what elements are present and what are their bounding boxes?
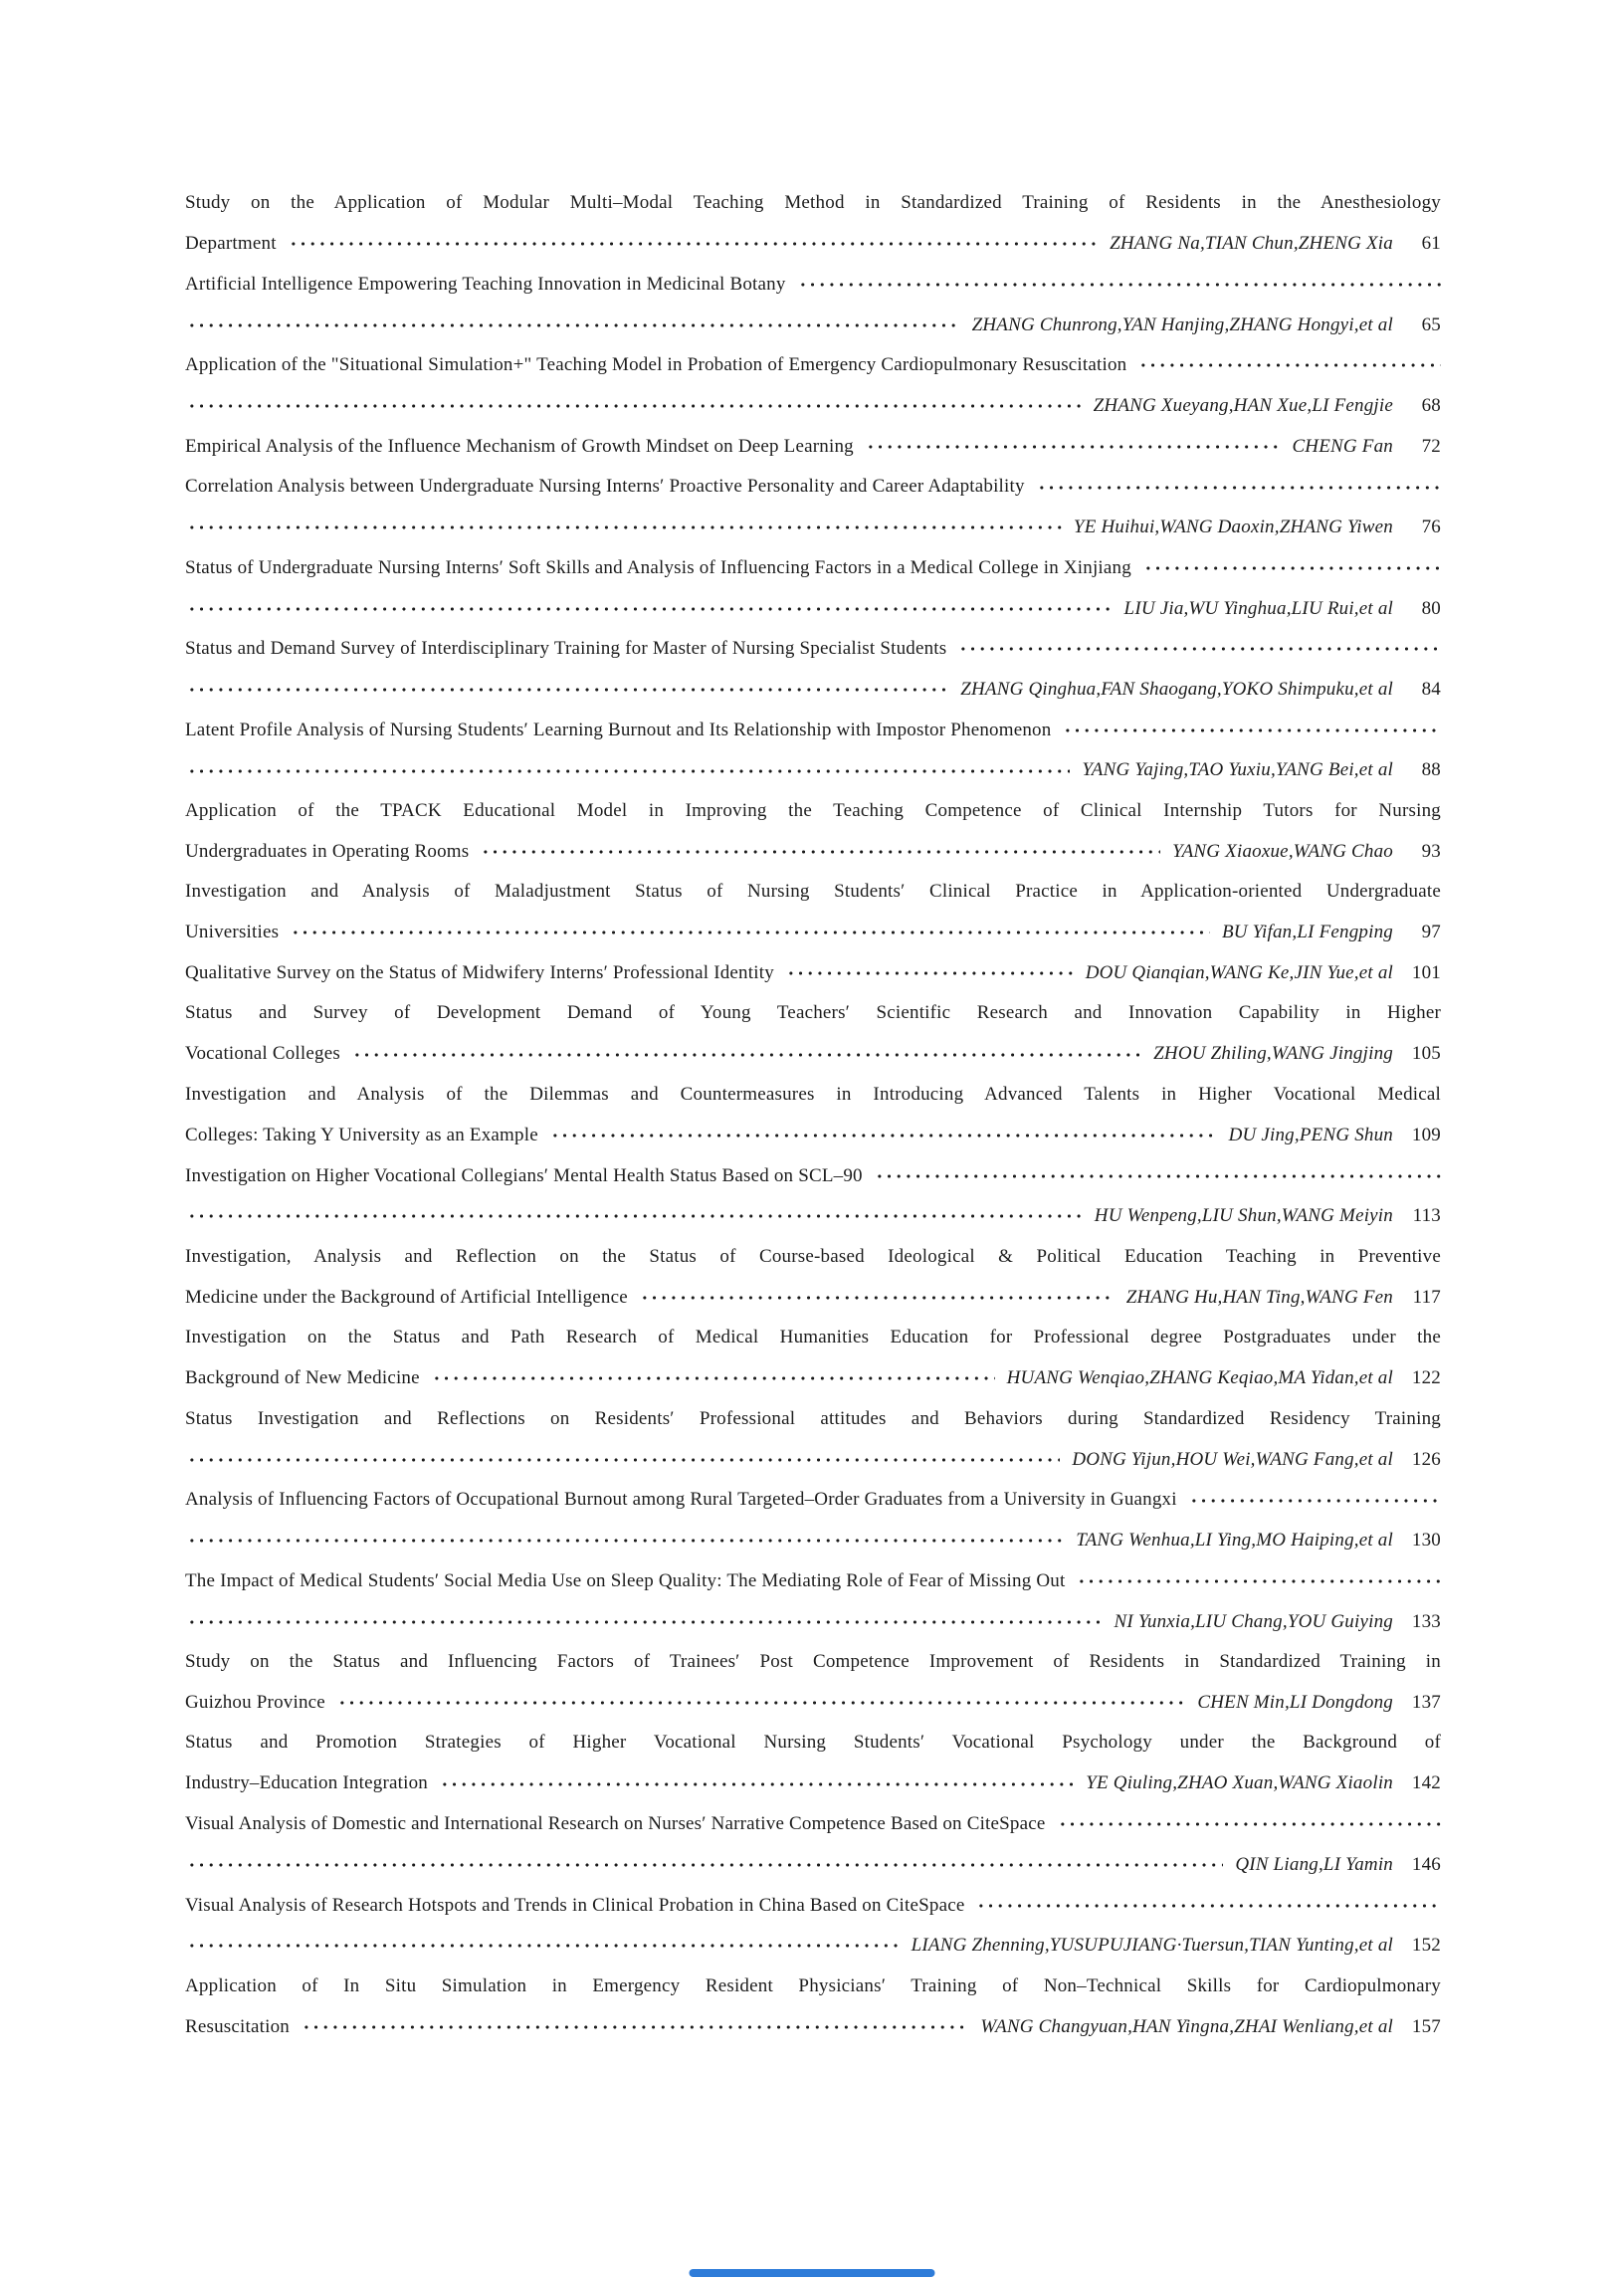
dot-leader <box>337 1683 1185 1724</box>
entry-title: Status and Survey of Development Demand of Young Teachers′ Scientific Research and Innovation Capability in Higher <box>185 1002 1441 1024</box>
entry-page-number: 122 <box>1411 1367 1441 1389</box>
toc-entry-line <box>185 1885 1441 1926</box>
dot-leader <box>640 1277 1115 1318</box>
dot-leader <box>1138 345 1441 386</box>
bottom-accent-bar <box>690 2269 935 2277</box>
entry-page-number: 93 <box>1421 840 1441 862</box>
dot-leader <box>187 588 1113 629</box>
entry-title: Guizhou Province <box>185 1691 325 1713</box>
toc-entry-line <box>185 1155 1441 1196</box>
entry-page-number: 72 <box>1421 435 1441 457</box>
entry-authors: YANG Yajing,TAO Yuxiu,YANG Bei,et al <box>1082 759 1393 781</box>
toc-entry-line <box>185 305 1441 345</box>
entry-title: Undergraduates in Operating Rooms <box>185 840 470 862</box>
entry-page-number: 76 <box>1421 517 1441 538</box>
entry-authors: WANG Changyuan,HAN Yingna,ZHAI Wenliang,et al <box>980 2015 1393 2037</box>
entry-title: Correlation Analysis between Undergraduate Nursing Interns′ Proactive Personality and Career Adaptability <box>185 476 1025 498</box>
dot-leader <box>187 1196 1083 1237</box>
entry-authors: HU Wenpeng,LIU Shun,WANG Meiyin <box>1094 1205 1393 1227</box>
toc-entry-line <box>185 508 1441 548</box>
entry-title: Application of In Situ Simulation in Emergency Resident Physicians′ Training of Non–Technical Skills for Cardiopulmonary <box>185 1974 1441 1996</box>
entry-title: Universities <box>185 922 280 943</box>
entry-title: Study on the Status and Influencing Factors of Trainees′ Post Competence Improvement of Residents in Standardized Training in <box>185 1650 1441 1672</box>
entry-title: Industry–Education Integration <box>185 1772 428 1794</box>
toc-entry-line <box>185 467 1441 508</box>
dot-leader <box>1189 1480 1441 1521</box>
entry-title: Status Investigation and Reflections on Residents′ Professional attitudes and Behaviors during Standardized Residency Training <box>185 1407 1441 1429</box>
toc-entry-line <box>185 1601 1441 1642</box>
toc-entry-line <box>185 1318 1441 1358</box>
toc-entry-line <box>185 547 1441 588</box>
entry-title: Empirical Analysis of the Influence Mechanism of Growth Mindset on Deep Learning <box>185 435 854 457</box>
toc-entry-line <box>185 1723 1441 1763</box>
entry-title: Vocational Colleges <box>185 1043 340 1065</box>
entry-title: Colleges: Taking Y University as an Example <box>185 1124 538 1145</box>
entry-title: Status of Undergraduate Nursing Interns′ Soft Skills and Analysis of Influencing Factors in a Medical College in Xinjiang <box>185 556 1131 578</box>
entry-page-number: 65 <box>1421 313 1441 335</box>
toc-entry-line <box>185 1075 1441 1116</box>
toc-entry-line <box>185 1196 1441 1237</box>
dot-leader <box>875 1155 1441 1196</box>
dot-leader <box>432 1358 995 1399</box>
entry-authors: NI Yunxia,LIU Chang,YOU Guiying <box>1114 1610 1393 1632</box>
toc-entry-line <box>185 588 1441 629</box>
toc-entry-line <box>185 426 1441 467</box>
toc-entry-line <box>185 264 1441 305</box>
entry-title: Investigation on the Status and Path Research of Medical Humanities Education for Professional degree Postgraduates under the <box>185 1327 1441 1348</box>
entry-title: Artificial Intelligence Empowering Teaching Innovation in Medicinal Botany <box>185 273 786 295</box>
entry-page-number: 157 <box>1411 2015 1441 2037</box>
entry-title: Investigation on Higher Vocational Collegians′ Mental Health Status Based on SCL–90 <box>185 1164 863 1186</box>
toc-entry-line <box>185 1237 1441 1278</box>
entry-authors: CHENG Fan <box>1292 435 1393 457</box>
entry-authors: LIU Jia,WU Yinghua,LIU Rui,et al <box>1123 597 1393 619</box>
dot-leader <box>302 2006 968 2047</box>
dot-leader <box>291 913 1210 953</box>
entry-title: Medicine under the Background of Artificial Intelligence <box>185 1286 628 1308</box>
toc-entry-line <box>185 183 1441 224</box>
toc-entry-line <box>185 1844 1441 1885</box>
entry-authors: ZHANG Hu,HAN Ting,WANG Fen <box>1125 1286 1393 1308</box>
toc-entry-line <box>185 1439 1441 1480</box>
entry-page-number: 152 <box>1411 1935 1441 1957</box>
toc-entry-line <box>185 993 1441 1034</box>
entry-authors: YE Huihui,WANG Daoxin,ZHANG Yiwen <box>1073 517 1393 538</box>
dot-leader <box>481 832 1160 873</box>
entry-page-number: 146 <box>1411 1853 1441 1875</box>
entry-title: Resuscitation <box>185 2015 290 2037</box>
entry-title: Analysis of Influencing Factors of Occupational Burnout among Rural Targeted–Order Graduates from a University in Guangxi <box>185 1489 1177 1511</box>
toc-entry-line <box>185 750 1441 791</box>
entry-title: Study on the Application of Modular Multi–Modal Teaching Method in Standardized Training of Residents in the Anesthesiology <box>185 192 1441 213</box>
dot-leader <box>958 629 1441 670</box>
entry-page-number: 142 <box>1411 1772 1441 1794</box>
entry-page-number: 101 <box>1411 962 1441 984</box>
dot-leader <box>187 1601 1103 1642</box>
entry-page-number: 105 <box>1411 1043 1441 1065</box>
entry-authors: YE Qiuling,ZHAO Xuan,WANG Xiaolin <box>1086 1772 1393 1794</box>
entry-authors: CHEN Min,LI Dongdong <box>1197 1691 1393 1713</box>
entry-title: Background of New Medicine <box>185 1367 420 1389</box>
entry-authors: LIANG Zhenning,YUSUPUJIANG·Tuersun,TIAN Yunting,et al <box>911 1935 1393 1957</box>
dot-leader <box>187 386 1082 427</box>
entry-page-number: 84 <box>1421 678 1441 700</box>
entry-title: Visual Analysis of Domestic and International Research on Nurses′ Narrative Competence Based on CiteSpace <box>185 1813 1046 1835</box>
dot-leader <box>187 750 1070 791</box>
entry-title: Investigation and Analysis of the Dilemmas and Countermeasures in Introducing Advanced Talents in Higher Vocational Medical <box>185 1083 1441 1105</box>
toc-entry-line <box>185 2006 1441 2047</box>
toc-entry-line <box>185 1480 1441 1521</box>
toc-entry-line <box>185 1277 1441 1318</box>
entry-title: Application of the TPACK Educational Model in Improving the Teaching Competence of Clinical Internship Tutors for Nursing <box>185 799 1441 821</box>
entry-authors: ZHANG Chunrong,YAN Hanjing,ZHANG Hongyi,et al <box>971 313 1393 335</box>
toc-entry-line <box>185 872 1441 913</box>
dot-leader <box>289 224 1098 265</box>
entry-page-number: 113 <box>1412 1205 1441 1227</box>
toc-entry-line <box>185 345 1441 386</box>
entry-page-number: 117 <box>1412 1286 1441 1308</box>
entry-title: Application of the "Situational Simulation+" Teaching Model in Probation of Emergency Cardiopulmonary Resuscitation <box>185 354 1127 376</box>
entry-authors: ZHANG Xueyang,HAN Xue,LI Fengjie <box>1093 394 1393 416</box>
dot-leader <box>786 953 1074 994</box>
entry-page-number: 61 <box>1421 233 1441 255</box>
entry-title: Department <box>185 233 277 255</box>
dot-leader <box>798 264 1441 305</box>
toc-entry-line <box>185 1399 1441 1440</box>
toc-entry-line <box>185 1804 1441 1845</box>
entry-title: Status and Demand Survey of Interdisciplinary Training for Master of Nursing Specialist Students <box>185 638 947 660</box>
toc-entry-line <box>185 670 1441 711</box>
entry-page-number: 137 <box>1411 1691 1441 1713</box>
toc-entry-line <box>185 1683 1441 1724</box>
toc-entry-line <box>185 1967 1441 2007</box>
dot-leader <box>866 426 1281 467</box>
dot-leader <box>187 305 960 345</box>
entry-title: Latent Profile Analysis of Nursing Students′ Learning Burnout and Its Relationship with Impostor Phenomenon <box>185 719 1052 740</box>
dot-leader <box>550 1116 1217 1156</box>
dot-leader <box>1037 467 1441 508</box>
toc-entry-line <box>185 791 1441 832</box>
entry-authors: BU Yifan,LI Fengping <box>1221 922 1393 943</box>
entry-authors: TANG Wenhua,LI Ying,MO Haiping,et al <box>1076 1530 1393 1552</box>
toc-entry-line <box>185 1521 1441 1561</box>
entry-authors: YANG Xiaoxue,WANG Chao <box>1172 840 1393 862</box>
toc-entry-line <box>185 1926 1441 1967</box>
toc-entry-line <box>185 1358 1441 1399</box>
dot-leader <box>976 1885 1441 1926</box>
toc-entry-line <box>185 629 1441 670</box>
entry-authors: HUANG Wenqiao,ZHANG Keqiao,MA Yidan,et al <box>1006 1367 1393 1389</box>
dot-leader <box>187 1926 900 1967</box>
dot-leader <box>187 508 1062 548</box>
dot-leader <box>187 670 948 711</box>
entry-authors: DONG Yijun,HOU Wei,WANG Fang,et al <box>1072 1448 1393 1470</box>
entry-page-number: 68 <box>1421 394 1441 416</box>
dot-leader <box>1058 1804 1441 1845</box>
toc-entry-line <box>185 386 1441 427</box>
toc-entry-line <box>185 1763 1441 1804</box>
toc-entry-line <box>185 913 1441 953</box>
dot-leader <box>1143 547 1441 588</box>
toc-entry-line <box>185 1034 1441 1075</box>
entry-page-number: 80 <box>1421 597 1441 619</box>
toc-entry-line <box>185 832 1441 873</box>
entry-page-number: 133 <box>1411 1610 1441 1632</box>
dot-leader <box>352 1034 1141 1075</box>
dot-leader <box>187 1844 1223 1885</box>
dot-leader <box>187 1439 1060 1480</box>
toc-list <box>185 183 1441 2047</box>
entry-page-number: 97 <box>1421 922 1441 943</box>
entry-authors: ZHANG Qinghua,FAN Shaogang,YOKO Shimpuku,et al <box>960 678 1393 700</box>
entry-authors: DOU Qianqian,WANG Ke,JIN Yue,et al <box>1085 962 1393 984</box>
toc-entry-line <box>185 1560 1441 1601</box>
dot-leader <box>187 1521 1064 1561</box>
entry-title: Investigation, Analysis and Reflection on the Status of Course-based Ideological & Political Education Teaching in Preventive <box>185 1245 1441 1267</box>
entry-title: The Impact of Medical Students′ Social Media Use on Sleep Quality: The Mediating Role of Fear of Missing Out <box>185 1569 1066 1591</box>
entry-page-number: 126 <box>1411 1448 1441 1470</box>
entry-authors: DU Jing,PENG Shun <box>1228 1124 1393 1145</box>
toc-entry-line <box>185 224 1441 265</box>
entry-page-number: 130 <box>1411 1530 1441 1552</box>
entry-page-number: 109 <box>1411 1124 1441 1145</box>
entry-title: Investigation and Analysis of Maladjustment Status of Nursing Students′ Clinical Practice in Application-oriented Undergraduate <box>185 881 1441 903</box>
toc-entry-line <box>185 1642 1441 1683</box>
toc-entry-line <box>185 953 1441 994</box>
entry-title: Visual Analysis of Research Hotspots and Trends in Clinical Probation in China Based on CiteSpace <box>185 1894 965 1916</box>
dot-leader <box>1077 1560 1441 1601</box>
toc-entry-line <box>185 1116 1441 1156</box>
entry-title: Status and Promotion Strategies of Higher Vocational Nursing Students′ Vocational Psychology under the Background of <box>185 1732 1441 1754</box>
dot-leader <box>440 1763 1074 1804</box>
entry-title: Qualitative Survey on the Status of Midwifery Interns′ Professional Identity <box>185 962 774 984</box>
entry-authors: ZHOU Zhiling,WANG Jingjing <box>1153 1043 1393 1065</box>
entry-authors: QIN Liang,LI Yamin <box>1235 1853 1393 1875</box>
dot-leader <box>1063 710 1441 750</box>
entry-page-number: 88 <box>1421 759 1441 781</box>
toc-entry-line <box>185 710 1441 750</box>
entry-authors: ZHANG Na,TIAN Chun,ZHENG Xia <box>1110 233 1393 255</box>
